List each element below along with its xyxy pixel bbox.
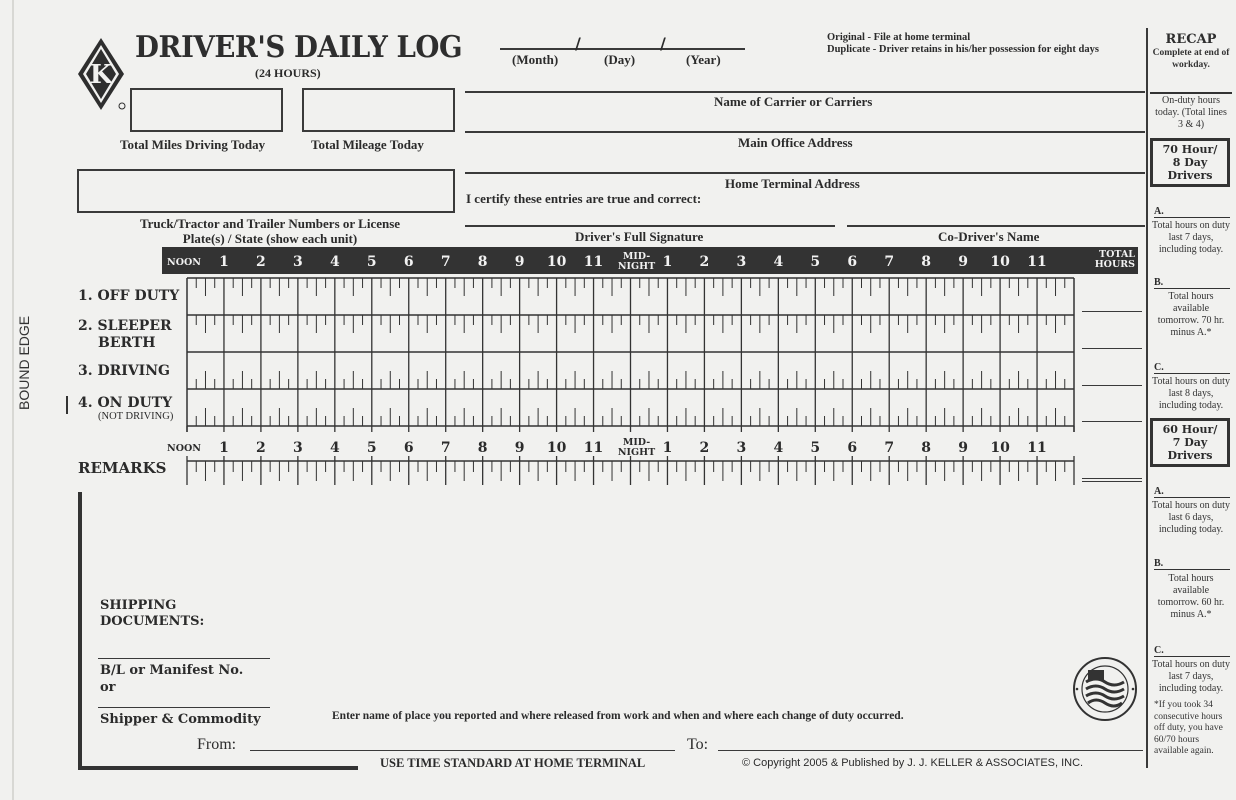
hour-label: 4: [773, 254, 784, 270]
hour-label: 7: [440, 254, 451, 270]
main-office-label: Main Office Address: [738, 135, 853, 150]
recap70-b-text: Total hours available tomorrow. 70 hr. minus A.*: [1157, 291, 1225, 338]
hour-label: 9: [958, 440, 968, 456]
or-label: or: [100, 680, 116, 695]
shipping-title-2: DOCUMENTS:: [100, 614, 205, 629]
shipping-bracket: [78, 492, 358, 770]
row-label-sleeper: 2. SLEEPER: [78, 318, 172, 334]
bl-manifest-label: B/L or Manifest No.: [100, 663, 244, 678]
hour-label: 11: [583, 254, 604, 270]
recap-60-hour-box: [1150, 418, 1230, 467]
recap60-c-text: Total hours on duty last 7 days, including today.: [1152, 659, 1230, 694]
recap70-c-letter: C.: [1154, 362, 1230, 374]
hour-label: 8: [921, 254, 932, 270]
hour-label: 5: [366, 254, 377, 270]
home-terminal-label: Home Terminal Address: [725, 176, 860, 191]
row-label-off-duty: 1. OFF DUTY: [78, 288, 180, 304]
hour-label: 8: [477, 440, 488, 456]
day-label: (Day): [604, 52, 636, 67]
box70-line2: 8 Day: [1172, 156, 1208, 169]
recap60-b-letter: B.: [1154, 558, 1230, 570]
hour-label: 4: [773, 440, 784, 456]
total-driving-input[interactable]: [1082, 370, 1142, 386]
month-label: (Month): [512, 52, 559, 67]
hour-label: 5: [366, 440, 377, 456]
certify-text: I certify these entries are true and correct:: [466, 191, 702, 206]
page-subtitle: (24 HOURS): [255, 66, 321, 80]
row-label-not-driving: (NOT DRIVING): [98, 411, 174, 422]
hour-label: 11: [1027, 254, 1047, 270]
hour-label: 5: [810, 440, 821, 456]
instructions-text: Enter name of place you reported and where released from work and when and where each change of duty occurred.: [332, 710, 904, 722]
hour-label: NOON: [167, 443, 201, 454]
row-label-on-duty: 4. ON DUTY: [78, 395, 173, 411]
recap60-c-letter: C.: [1154, 645, 1230, 657]
total-sum-input[interactable]: [1082, 466, 1142, 482]
carrier-label: Name of Carrier or Carriers: [714, 94, 873, 109]
hour-label: 9: [514, 254, 525, 270]
bl-manifest-input[interactable]: [98, 643, 270, 659]
hour-label: 3: [736, 254, 747, 270]
time-standard-note: USE TIME STANDARD AT HOME TERMINAL: [380, 756, 646, 770]
copy-note-original: Original - File at home terminal: [827, 32, 971, 43]
from-input[interactable]: [250, 733, 675, 751]
hour-label: 11: [583, 440, 604, 456]
recap-footnote: *If you took 34 consecutive hours off duty, you have 60/70 hours available again.: [1154, 700, 1223, 756]
svg-text:K: K: [89, 60, 113, 90]
hour-label: 8: [477, 254, 488, 270]
row-label-driving: 3. DRIVING: [78, 363, 170, 379]
to-input[interactable]: [718, 733, 1143, 751]
hour-label: 10: [546, 254, 567, 270]
total-sleeper-input[interactable]: [1082, 333, 1142, 349]
page-title: DRIVER'S DAILY LOG: [135, 30, 463, 65]
box60-line3: Drivers: [1167, 449, 1213, 462]
total-miles-driving-label: Total Miles Driving Today: [120, 137, 266, 152]
recap70-c-text: Total hours on duty last 8 days, including today.: [1152, 376, 1230, 411]
shipper-commodity-input[interactable]: [98, 692, 270, 708]
hour-label: MID- NIGHT: [617, 437, 656, 458]
hour-label: 3: [293, 254, 303, 270]
box60-line1: 60 Hour/: [1162, 423, 1218, 436]
hour-label: 10: [546, 440, 567, 456]
recap60-b-text: Total hours available tomorrow. 60 hr. minus A.*: [1157, 573, 1225, 620]
total-mileage-label: Total Mileage Today: [311, 137, 424, 152]
hour-label: 10: [990, 254, 1010, 270]
hour-label: 8: [921, 440, 932, 456]
hour-label: NOON: [167, 257, 201, 268]
date-separator-2: /: [660, 34, 666, 53]
hour-label: 1: [662, 440, 673, 456]
vehicle-numbers-label: Truck/Tractor and Trailer Numbers or License Plate(s) / State (show each unit): [139, 216, 401, 246]
recap-on-duty-today: On-duty hours today. (Total lines 3 & 4): [1155, 95, 1227, 130]
hour-label: 9: [514, 440, 525, 456]
hour-label: 6: [847, 440, 858, 456]
box70-line3: Drivers: [1167, 169, 1213, 182]
hour-label: 2: [699, 440, 710, 456]
copyright-text: © Copyright 2005 & Published by J. J. KELLER & ASSOCIATES, INC.: [742, 757, 1084, 769]
copy-note-duplicate: Duplicate - Driver retains in his/her possession for eight days: [827, 44, 1099, 55]
hour-label: 7: [884, 440, 895, 456]
hour-label: 9: [958, 254, 968, 270]
hour-label: 4: [329, 440, 340, 456]
shipping-title-1: SHIPPING: [100, 598, 177, 613]
hour-label: 2: [256, 254, 266, 270]
hour-label: 1: [662, 254, 673, 270]
hour-label: 11: [1027, 440, 1047, 456]
box70-line1: 70 Hour/: [1162, 143, 1218, 156]
hour-label: 6: [403, 440, 414, 456]
total-on-duty-input[interactable]: [1082, 406, 1142, 422]
remarks-label: REMARKS: [78, 459, 167, 477]
hour-label: 4: [329, 254, 340, 270]
made-in-usa-seal-icon: [1072, 656, 1138, 722]
shipper-commodity-label: Shipper & Commodity: [100, 712, 261, 727]
recap60-a-text: Total hours on duty last 6 days, including today.: [1152, 500, 1230, 535]
recap-title: RECAP: [1165, 32, 1217, 47]
hour-label: 1: [219, 440, 229, 456]
hour-label: 6: [403, 254, 414, 270]
to-label: To:: [687, 736, 709, 753]
recap-panel: [1146, 28, 1236, 778]
total-off-duty-input[interactable]: [1082, 296, 1142, 312]
hour-label: 2: [256, 440, 266, 456]
from-label: From:: [197, 736, 237, 753]
hour-label: 7: [440, 440, 451, 456]
date-separator-1: /: [575, 34, 581, 53]
recap-subtitle: Complete at end of workday.: [1152, 48, 1230, 70]
year-label: (Year): [686, 52, 721, 67]
recap70-a-text: Total hours on duty last 7 days, including today.: [1152, 220, 1230, 255]
hour-label: 2: [699, 254, 710, 270]
hour-label: 1: [219, 254, 229, 270]
recap70-a-letter: A.: [1154, 206, 1230, 218]
hour-label: 5: [810, 254, 821, 270]
co-driver-label: Co-Driver's Name: [938, 229, 1040, 244]
total-hours-label-2: HOURS: [1094, 259, 1135, 270]
hour-label: 10: [990, 440, 1010, 456]
hour-label: MID- NIGHT: [617, 251, 656, 272]
total-hours-label-1: TOTAL: [1099, 249, 1135, 260]
recap-70-hour-box: [1150, 138, 1230, 187]
recap-line: [1150, 92, 1232, 94]
hour-label: 3: [293, 440, 303, 456]
row-label-berth: BERTH: [98, 335, 156, 351]
hour-label: 6: [847, 254, 858, 270]
bound-edge-label: BOUND EDGE: [16, 315, 32, 410]
box60-line2: 7 Day: [1172, 436, 1208, 449]
driver-signature-label: Driver's Full Signature: [575, 229, 704, 244]
recap60-a-letter: A.: [1154, 486, 1230, 498]
hour-label: 7: [884, 254, 895, 270]
hour-label: 3: [736, 440, 747, 456]
recap70-b-letter: B.: [1154, 277, 1230, 289]
